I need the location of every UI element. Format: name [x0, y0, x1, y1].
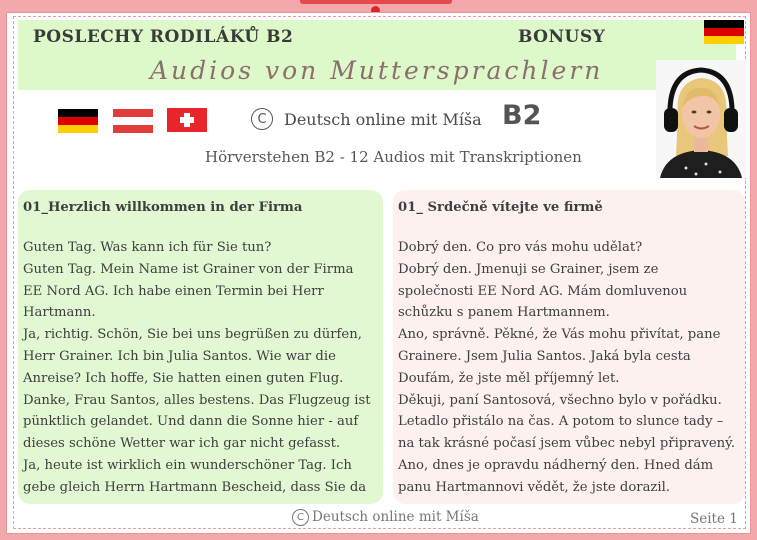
german-line: Ja, heute ist wirklich ein wunderschöner Tag. Ich	[23, 457, 352, 473]
german-line: Guten Tag. Was kann ich für Sie tun?	[23, 240, 272, 255]
avatar	[656, 60, 746, 178]
german-heading: 01_Herzlich willkommen in der Firma	[23, 200, 303, 215]
copyright-icon: C	[251, 108, 273, 130]
czech-line: panu Hartmannovi vědět, že jste dorazil.	[398, 479, 671, 495]
german-line: pünktlich gelandet. Und dann die Sonne hier - auf	[23, 414, 359, 430]
czech-line: společnosti EE Nord AG. Mám domluvenou	[398, 283, 688, 299]
avatar-photo	[656, 60, 746, 178]
german-line: dieses schöne Wetter war ich gar nicht gefasst.	[23, 436, 341, 452]
brand-name: Deutsch online mit Míša	[284, 110, 482, 129]
flag-germany-icon	[704, 20, 744, 44]
german-line: Danke, Frau Santos, alles bestens. Das Flugzeug ist	[23, 392, 371, 408]
czech-line: Grainere. Jsem Julia Santos. Jaká byla cesta	[398, 348, 691, 364]
czech-line: Dobrý den. Co pro vás mohu udělat?	[398, 240, 643, 255]
level-badge: B2	[502, 100, 542, 131]
german-line: Hartmann.	[23, 305, 96, 321]
script-title: Audios von Muttersprachlern	[150, 56, 604, 85]
header-left-title: POSLECHY RODILÁKŮ B2	[33, 27, 294, 47]
czech-line: Doufám, že jste měl příjemný let.	[398, 370, 620, 386]
czech-line: na tak krásné počasí jsem vůbec nebyl připravený.	[398, 436, 736, 452]
german-line: Anreise? Ich hoffe, Sie hatten einen guten Flug.	[23, 370, 344, 386]
page-number: Seite 1	[690, 511, 738, 527]
czech-line: schůzku s panem Hartmannem.	[398, 305, 610, 321]
german-line: gebe gleich Herrn Hartmann Bescheid, dass Sie da	[23, 479, 367, 495]
header-right-title: BONUSY	[518, 27, 606, 47]
german-line: Herr Grainer. Ich bin Julia Santos. Wie war die	[23, 348, 336, 364]
top-tab-decoration	[300, 0, 452, 4]
czech-line: Letadlo přistálo na čas. A potom to slunce tady –	[398, 414, 724, 430]
german-line: Ja, richtig. Schön, Sie bei uns begrüßen zu dürfen,	[23, 327, 362, 343]
flag-germany-icon	[58, 109, 98, 133]
czech-transcript-box	[393, 190, 745, 504]
czech-line: Ano, správně. Pěkné, že Vás mohu přivítat, pane	[398, 327, 721, 343]
czech-line: Ano, dnes je opravdu nádherný den. Hned dám	[398, 457, 714, 473]
czech-line: Dobrý den. Jmenuji se Grainer, jsem ze	[398, 261, 659, 277]
footer-brand	[292, 509, 479, 526]
footer-brand-text: Deutsch online mit Míša	[312, 509, 479, 525]
copyright-icon: C	[292, 509, 309, 526]
czech-heading: 01_ Srdečně vítejte ve firmě	[398, 200, 603, 215]
czech-line: Děkuji, paní Santosová, všechno bylo v pořádku.	[398, 392, 722, 408]
flag-switzerland-icon	[167, 108, 207, 132]
german-transcript-box	[18, 190, 383, 504]
flag-austria-icon	[113, 109, 153, 133]
page-subtitle: Hörverstehen B2 - 12 Audios mit Transkriptionen	[205, 148, 582, 166]
german-line: Guten Tag. Mein Name ist Grainer von der Firma	[23, 261, 354, 277]
german-line: EE Nord AG. Ich habe einen Termin bei Herr	[23, 283, 324, 299]
